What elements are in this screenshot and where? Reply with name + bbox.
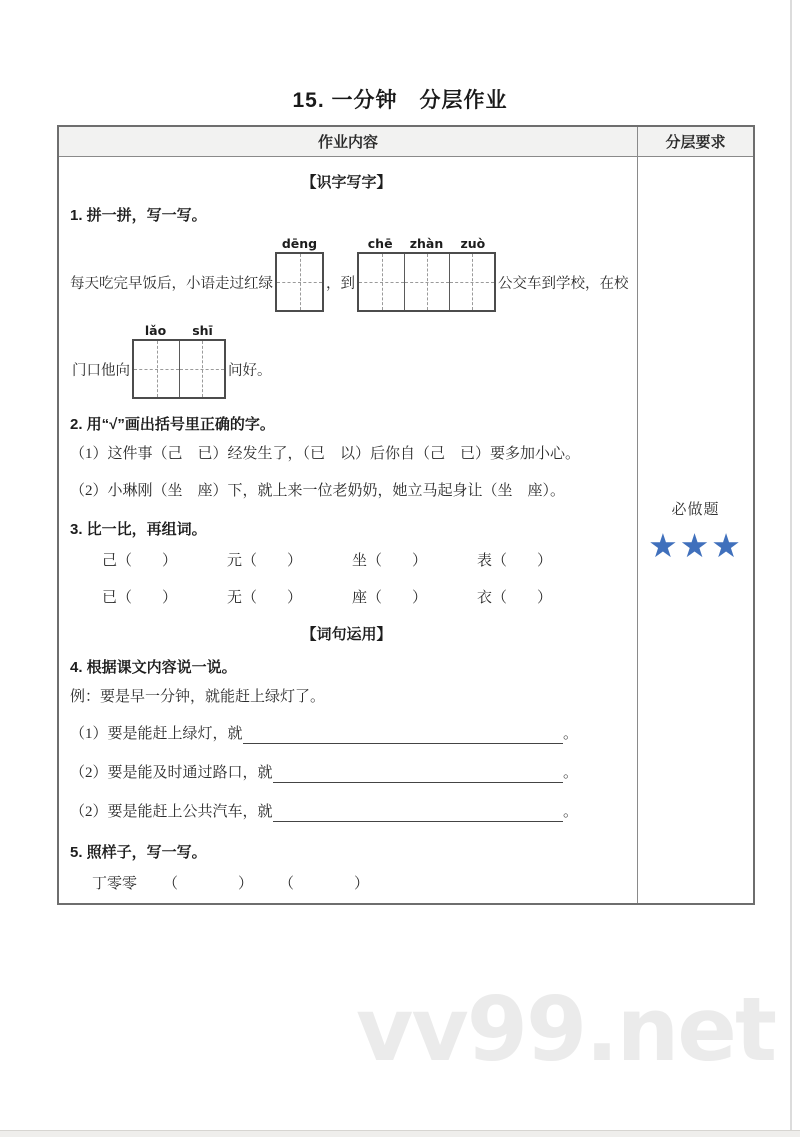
tianzige-cell (359, 254, 404, 310)
tianzige-cell (134, 341, 179, 397)
q2-prompt: 2. 用“√”画出括号里正确的字。 (70, 416, 275, 433)
q1-line2-post: 问好。 (228, 362, 272, 379)
q1-prompt: 1. 拼一拼，写一写。 (70, 207, 207, 224)
q4-item-3-period: 。 (562, 804, 578, 820)
word-pair: 座（ ） (352, 590, 428, 606)
q1-line2-pre: 门口他向 (72, 362, 130, 379)
q4-item-3-text: （2）要是能赶上公共汽车，就 (70, 804, 273, 820)
tianzige-cell (449, 254, 494, 310)
word-pair: 己（ ） (102, 553, 178, 569)
q4-item-1 (70, 724, 578, 744)
page-bottom-strip (0, 1130, 800, 1137)
q1-line1-pre: 每天吃完早饭后，小语走过红绿 (70, 275, 273, 292)
q1-line1-post: 公交车到学校，在校 (498, 275, 629, 292)
three-stars-icon: ★★★ (648, 526, 743, 565)
writing-grid-lao-shi (132, 323, 226, 399)
q3-prompt: 3. 比一比，再组词。 (70, 521, 207, 538)
q1-line2 (72, 323, 623, 399)
writing-grid-deng (275, 236, 324, 312)
table-header-row (59, 127, 753, 157)
col-header-layer-requirement: 分层要求 (665, 134, 726, 151)
tianzige-group (275, 252, 324, 312)
answer-blank (243, 726, 563, 744)
q4-item-1-period: 。 (562, 726, 578, 742)
q5-example: 丁零零 (92, 876, 138, 892)
pinyin-row (357, 236, 496, 251)
q5-blank-1: （ ） (163, 876, 254, 892)
homework-content-cell (59, 157, 638, 903)
q3-row-1 (70, 549, 623, 570)
q4-item-2-period: 。 (562, 765, 578, 781)
q1-line1-mid: ，到 (326, 275, 355, 292)
pinyin-row (132, 323, 226, 338)
pinyin-che: chē (367, 236, 393, 251)
pinyin-zhan: zhàn (409, 236, 444, 251)
q2-item-2: （2）小琳刚（坐 座）下，就上来一位老奶奶，她立马起身让（坐 座）。 (70, 483, 566, 499)
q4-item-2 (70, 763, 578, 783)
q3-row-2 (70, 586, 623, 607)
q5-line (70, 872, 623, 893)
tianzige-cell (179, 341, 224, 397)
q1-line1 (70, 236, 629, 312)
answer-blank (273, 804, 563, 822)
section-heading-usage: 【词句运用】 (301, 626, 392, 643)
section-heading-literacy: 【识字写字】 (301, 174, 392, 191)
word-pair: 衣（ ） (477, 590, 553, 606)
watermark: vv99.net (356, 978, 776, 1081)
q2-item-1: （1）这件事（己 已）经发生了，（已 以）后你自（己 已）要多加小心。 (70, 446, 581, 462)
pinyin-zuo: zuò (460, 236, 486, 251)
layer-requirement-cell (638, 157, 753, 903)
q5-prompt: 5. 照样子，写一写。 (70, 844, 207, 861)
tianzige-group (132, 339, 226, 399)
page-edge-line (790, 0, 792, 1130)
homework-table (57, 125, 755, 905)
q5-blank-2: （ ） (279, 876, 370, 892)
tianzige-cell (277, 254, 322, 310)
word-pair: 无（ ） (227, 590, 303, 606)
tianzige-group (357, 252, 496, 312)
table-body-row (59, 157, 753, 903)
writing-grid-che-zhan-zuo (357, 236, 496, 312)
pinyin-lao: lǎo (144, 323, 167, 338)
word-pair: 已（ ） (102, 590, 178, 606)
pinyin-shi: shī (192, 323, 213, 338)
q4-item-3 (70, 802, 578, 822)
word-pair: 元（ ） (227, 553, 303, 569)
col-header-homework-content: 作业内容 (59, 127, 638, 156)
pinyin-deng: dēng (281, 236, 318, 251)
q4-item-2-text: （2）要是能及时通过路口，就 (70, 765, 273, 781)
answer-blank (273, 765, 563, 783)
word-pair: 表（ ） (477, 553, 553, 569)
q4-example: 例：要是早一分钟，就能赶上绿灯了。 (70, 689, 326, 705)
page-title: 15. 一分钟 分层作业 (292, 89, 508, 112)
q4-item-1-text: （1）要是能赶上绿灯，就 (70, 726, 243, 742)
word-pair: 坐（ ） (352, 553, 428, 569)
required-question-label: 必做题 (671, 502, 720, 518)
tianzige-cell (404, 254, 449, 310)
pinyin-row (275, 236, 324, 251)
q4-prompt: 4. 根据课文内容说一说。 (70, 659, 237, 676)
